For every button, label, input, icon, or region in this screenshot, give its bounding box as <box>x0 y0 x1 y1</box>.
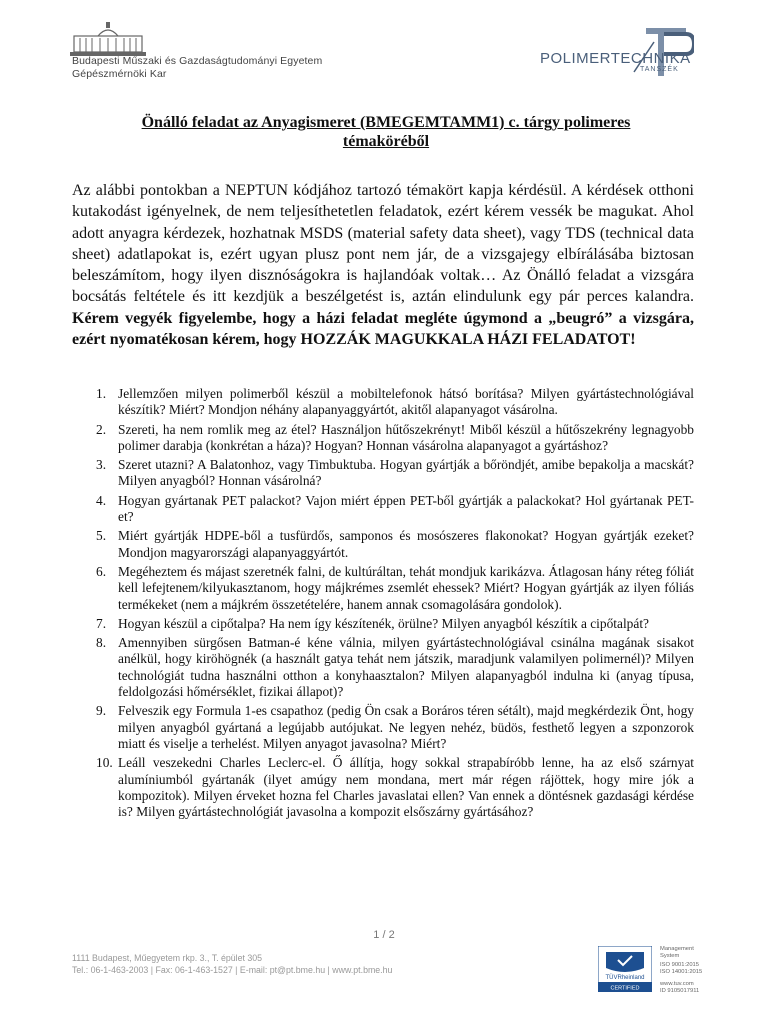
department-name: POLIMERTECHNIKA <box>540 50 691 67</box>
cert-line: ID 9105017911 <box>660 988 700 994</box>
question-item <box>72 616 694 632</box>
question-text: Hogyan készül a cipőtalpa? Ha nem így készítenék, örülne? Milyen anyagból készítik a cipőtalpát? <box>118 615 649 631</box>
title-line-1: Önálló feladat az Anyagismeret (BMEGEMTAMM1) c. tárgy polimeres <box>141 114 631 131</box>
footer-address: 1111 Budapest, Műegyetem rkp. 3., T. épület 305 <box>72 953 263 963</box>
question-list <box>72 386 694 823</box>
university-name: Budapesti Műszaki és Gazdaságtudományi Egyetem <box>72 55 323 67</box>
page-number: 1 / 2 <box>373 929 395 941</box>
question-item <box>72 422 694 455</box>
cert-line: Management <box>660 946 694 952</box>
footer-contact: Tel.: 06-1-463-2003 | Fax: 06-1-463-1527 | E-mail: pt@pt.bme.hu | www.pt.bme.hu <box>72 965 393 975</box>
intro-text: Az alábbi pontokban a NEPTUN kódjához tartozó témakört kapja kérdésül. A kérdések otthoni kutakodást igényelnek, de nem teljesíthetetlen feladatok, ezért kérem vessék be magukat. Ahol adott anyagra kérdezek, hozhatnak MSDS (material safety data sheet), vagy TDS (technical data sheet) adatlapokat is, ezért ugyan plusz pont nem jár, de a vizsgajegy elbírálásába biztosan beleszámítom, hogy ilyen disznóságokra is hajlandóak voltak… Az Önálló feladat a vizsgára bocsátás feltétele és itt kezdjük a beszélgetést is, aztán elindulunk egy pár perces kalandra. <box>72 182 694 306</box>
question-number: 1. <box>96 386 107 401</box>
department-subtitle: TANSZÉK <box>640 66 679 73</box>
page-header <box>0 0 768 100</box>
question-number: 3. <box>96 457 107 473</box>
question-number: 10. <box>96 755 113 771</box>
title-line-2: témaköréből <box>342 133 430 150</box>
question-number: 8. <box>96 635 107 651</box>
question-number: 6. <box>96 563 107 579</box>
cert-line: www.tuv.com <box>660 981 694 987</box>
question-item <box>72 635 694 700</box>
question-number: 5. <box>96 528 107 544</box>
question-text: Miért gyártják HDPE-ből a tusfürdős, samponos és mosószeres flakonokat? Hogyan gyártják ezeket? Mondjon magyarországi alapanyaggyártót. <box>118 528 694 560</box>
question-item <box>72 493 694 526</box>
question-item <box>72 703 694 752</box>
question-item <box>72 528 694 561</box>
question-text: Felveszik egy Formula 1-es csapathoz (pedig Ön csak a Boráros téren sétált), majd megkérdezik Önt, hogy milyen anyagból gyártaná a legújabb autójukat. Ne legyen nehéz, büdös, festhető legyen a szponzorok miatt és viselje a terhelést. Milyen anyagot javasolna? Miért? <box>118 703 694 751</box>
question-text: Jellemzően milyen polimerből készül a mobiltelefonok hátsó borítása? Milyen gyártástechnológiával készítik? Miért? Mondjon néhány alapanyaggyártót, akitől alapanyagot vásárolna. <box>118 386 694 418</box>
question-number: 4. <box>96 492 107 508</box>
tuv-certification-badge-icon <box>598 946 652 992</box>
question-item <box>72 457 694 490</box>
faculty-name: Gépészmérnöki Kar <box>72 68 167 80</box>
tuv-badge-name: TÜVRheinland <box>605 975 645 981</box>
question-number: 9. <box>96 703 107 719</box>
question-text: Szeret utazni? A Balatonhoz, vagy Timbuktuba. Hogyan gyártják a bőröndjét, amibe bepakolja a macskát? Milyen anyagból? Honnan vásárolná? <box>118 457 694 489</box>
question-text: Megéheztem és májast szeretnék falni, de kultúráltan, tehát mondjuk karikázva. Átlagosan hány réteg fóliát kell lefejtenem/kilyukasztanom, hogy májkrémes zsemlét ehessek? Miért? Hogyan gyártják az ilyen fóliás termékeket (nem a májkrém összetételére, hanem annak csomagolására gondolok). <box>118 563 694 612</box>
question-item <box>72 564 694 613</box>
intro-paragraph <box>72 180 694 350</box>
tuv-badge-certified: CERTIFIED <box>610 985 640 992</box>
cert-line: ISO 14001:2015 <box>660 969 703 975</box>
question-item <box>72 386 694 419</box>
question-text: Hogyan gyártanak PET palackot? Vajon miért éppen PET-ből gyártják a palackokat? Hol gyártanak PET-et? <box>118 492 694 525</box>
question-text: Amennyiben sürgősen Batman-é kéne válnia, milyen gyártástechnológiával csinálna magának sisakot anélkül, hogy kiröhögnék (a használt gatya tehát nem játszik, maradjunk valamilyen polimernél)? Milyen technológiát tudna használni otthon a konyhaasztalon? Milyen alapanyagból indulna ki (anyag típusa, feldolgozási hőmérséklet, fizikai állapot)? <box>118 635 694 700</box>
document-title <box>80 113 692 151</box>
question-number: 7. <box>96 615 107 631</box>
question-text: Szereti, ha nem romlik meg az étel? Használjon hűtőszekrényt! Miből készül a hűtőszekrény legnagyobb polimer darabja (konkrétan a háza)? Hogyan? Honnan vásárolna alapanyagot a gyártáshoz? <box>118 421 694 453</box>
intro-bold-notice: Kérem vegyék figyelembe, hogy a házi feladat megléte úgymond a „beugró” a vizsgára, ezért nyomatékosan kérem, hogy HOZZÁK MAGUKKALA HÁZI FELADATOT! <box>72 309 694 349</box>
cert-line: ISO 9001:2015 <box>660 962 699 968</box>
question-item <box>72 755 694 820</box>
cert-line: System <box>660 953 680 959</box>
question-text: Leáll veszekedni Charles Leclerc-el. Ő állítja, hogy sokkal strapabíróbb lenne, ha az első szárnyat alumíniumból gyártanák (ilyet amúgy nem mondana, mert már régen rájöttek, hogy mire jók a kompozitok). Milyen érveket hozna fel Charles javaslatai ellen? Van ennek a döntésnek gazdasági kérdése is? Milyen gyártástechnológiát javasolna a kompozit elsőszárny gyártásához? <box>118 755 694 820</box>
question-number: 2. <box>96 421 107 437</box>
